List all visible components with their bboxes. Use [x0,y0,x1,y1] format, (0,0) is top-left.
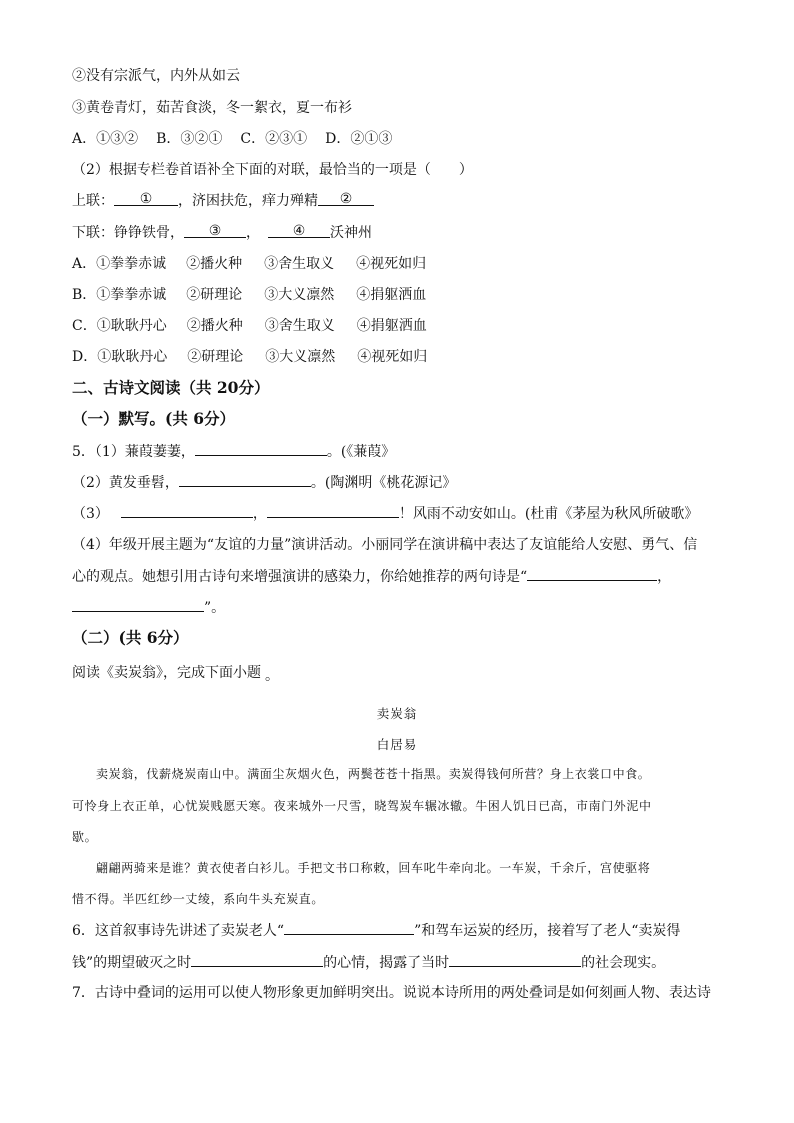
blank-2[interactable] [318,191,374,206]
q6-line-2 [72,952,665,973]
q5-3 [72,503,698,524]
lower-mid: ， [246,225,260,241]
q6-line-1-start: 6．这首叙事诗先讲述了卖炭老人“ [72,923,285,939]
option-part-d: ④视死如归 [357,349,428,365]
part-2-title: （二）(共 6分） [72,628,189,647]
q5-4-line-3-end: ”。 [204,600,226,616]
blank-3[interactable] [184,223,246,238]
q4-item-3: ③黄卷青灯，茹苦食淡，冬一絮衣，夏一布衫 [72,100,352,116]
option-part-d: ④视死如归 [356,256,427,272]
lower-label: 下联：铮铮铁骨， [72,225,184,241]
blank-mark-3: ③ [208,223,222,239]
choice-a: A．①③② [72,131,139,147]
q5-1-end: 。(《蒹葭》 [326,444,396,460]
blank-4[interactable] [268,223,330,238]
q6-line-2-mid: 的心情，揭露了当时 [323,955,450,971]
read-prompt [72,663,279,683]
q6-blank-1[interactable] [284,920,414,935]
q5-2-start: （2）黄发垂髫， [72,475,179,491]
q7-line-1: 7．古诗中叠词的运用可以使人物形象更加鲜明突出。说说本诗所用的两处叠词是如何刻画人物、表达诗 [72,985,711,1001]
lower-end: 沃神州 [330,225,372,241]
blank-mark-1: ① [139,191,153,207]
option-row-a [72,254,426,274]
option-part-a: ①耿耿丹心 [97,349,168,365]
option-row-c [72,316,427,336]
q5-4-blank-2[interactable] [72,597,204,612]
blank-1[interactable] [114,191,178,206]
choice-d: D．②①③ [325,131,393,147]
q4-choices [72,129,392,149]
q5-4-line-2-start: 心的观点。她想引用古诗句来增强演讲的感染力，你给她推荐的两句诗是“ [72,569,528,585]
option-part-c: ③舍生取义 [264,318,335,334]
option-part-b: ②播火种 [186,318,243,334]
q5-4-line-1: （4）年级开展主题为“友谊的力量”演讲活动。小丽同学在演讲稿中表达了友谊能给人安慰、勇气、信 [72,537,698,553]
q5-4-blank-1[interactable] [527,566,657,581]
q5-1 [72,441,395,462]
poem-author: 白居易 [376,737,418,752]
q5-3-mid: ， [252,506,267,522]
q4-2-prompt: （2）根据专栏卷首语补全下面的对联，最恰当的一项是（ ） [72,162,473,178]
couplet-lower [72,223,372,243]
read-prompt-dot: 。 [265,668,279,684]
q6-blank-2[interactable] [191,952,323,967]
option-part-b: ②播火种 [186,256,243,272]
q6-line-1 [72,920,680,941]
poem-p1-line-2: 可怜身上衣正单，心忧炭贱愿天寒。夜来城外一尺雪，晓驾炭车辗冰辙。牛困人饥日已高，市南门外泥中 [72,799,652,813]
q5-2 [72,472,456,493]
q5-3-end: ！风雨不动安如山。(杜甫《茅屋为秋风所破歌》 [398,506,699,522]
q6-blank-3[interactable] [449,952,581,967]
option-part-c: ③舍生取义 [264,256,335,272]
poem-p2-line-2: 惜不得。半匹红纱一丈绫，系向牛头充炭直。 [72,892,325,906]
option-part-a: ①拳拳赤诚 [96,256,167,272]
q5-4-line-3 [72,597,225,618]
option-part-d: ④捐躯洒血 [356,287,427,303]
poem-title: 卖炭翁 [376,706,418,721]
upper-mid: ，济困扶危，痒力殚精 [178,193,318,209]
option-row-b [72,285,426,305]
option-letter: B． [72,287,97,303]
upper-label: 上联： [72,193,114,209]
q5-2-blank[interactable] [179,472,311,487]
poem-p1-line-1: 卖炭翁，伐薪烧炭南山中。满面尘灰烟火色，两鬓苍苍十指黑。卖炭得钱何所营？身上衣裳口中食。 [96,767,651,781]
blank-mark-2: ② [339,191,353,207]
q5-4-line-2-end: ， [657,569,672,585]
poem-p1-line-3: 歇。 [72,830,98,844]
q6-line-1-end: ”和驾车运炭的经历，接着写了老人“卖炭得 [414,923,681,939]
choice-b: B．③②① [156,131,223,147]
q6-line-2-start: 钱”的期望破灭之时 [72,955,192,971]
read-prompt-text: 阅读《卖炭翁》，完成下面小题 [72,665,261,681]
part-1-title: （一）默写。(共 6分） [72,409,236,428]
option-letter: D． [72,349,98,365]
q4-item-2: ②没有宗派气，内外从如云 [72,68,240,84]
option-letter: A． [72,256,97,272]
option-part-c: ③大义凛然 [265,349,336,365]
option-letter: C． [72,318,97,334]
section-2-title: 二、古诗文阅读（共 20分） [72,378,270,397]
blank-mark-4: ④ [292,223,306,239]
q5-3-start: （3） [72,506,109,522]
poem-p2-line-1: 翩翩两骑来是谁？黄衣使者白衫儿。手把文书口称敕，回车叱牛牵向北。一车炭，千余斤，宫使驱将 [96,861,651,875]
q5-2-end: 。(陶渊明《桃花源记》 [310,475,457,491]
couplet-upper [72,191,374,211]
q5-4-line-2 [72,566,671,587]
option-part-c: ③大义凛然 [264,287,335,303]
option-part-b: ②研理论 [186,287,243,303]
option-part-d: ④捐躯洒血 [356,318,427,334]
q5-1-start: 5．（1）蒹葭萋萋， [72,444,195,460]
option-part-b: ②研理论 [187,349,244,365]
option-row-d [72,347,427,367]
q6-line-2-end: 的社会现实。 [581,955,666,971]
option-part-a: ①耿耿丹心 [96,318,167,334]
choice-c: C．②③① [240,131,308,147]
q5-3-blank-1[interactable] [121,503,253,518]
q5-3-blank-2[interactable] [267,503,399,518]
q5-1-blank[interactable] [195,441,327,456]
option-part-a: ①拳拳赤诚 [96,287,167,303]
